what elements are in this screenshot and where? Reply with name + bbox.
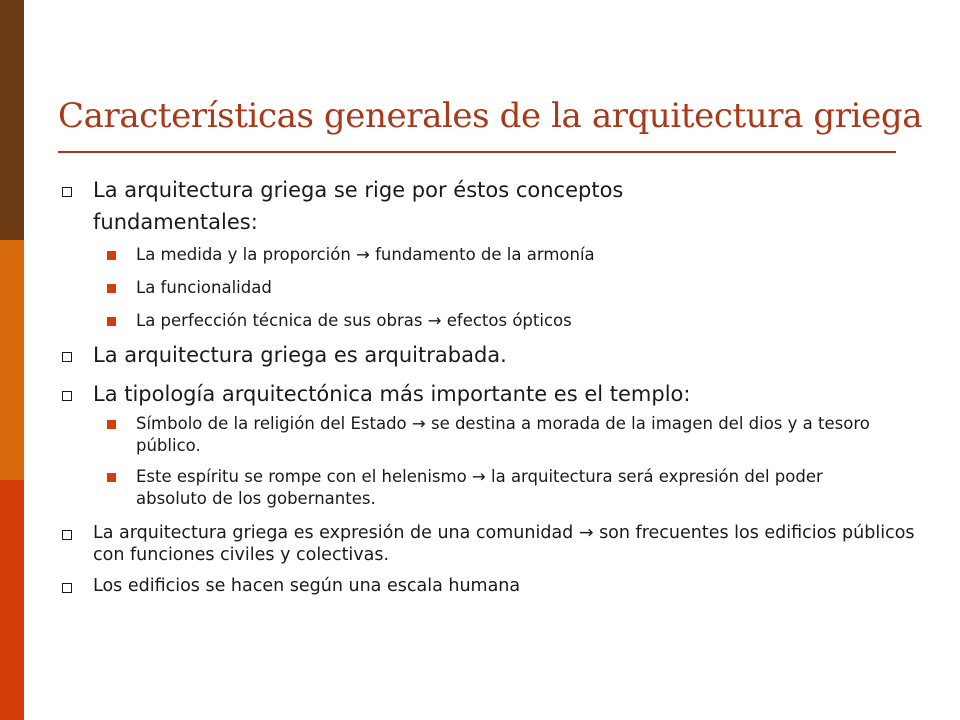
bullet-3 bbox=[62, 380, 922, 409]
bullet-text: La perfección técnica de sus obras → efectos ópticos bbox=[136, 311, 572, 330]
sub-bullet-1 bbox=[84, 244, 922, 266]
bullet-text: La medida y la proporción → fundamento de la armonía bbox=[136, 245, 595, 264]
bullet-4 bbox=[62, 522, 923, 566]
bullet-text: La arquitectura griega es expresión de una comunidad → son frecuentes los edificios públicos con funciones civiles y colectivas. bbox=[93, 523, 915, 565]
sub-bullet-4 bbox=[84, 413, 896, 457]
sub-bullet-2 bbox=[84, 277, 922, 299]
filled-square-bullet-icon bbox=[107, 284, 116, 293]
bullet-text: La arquitectura griega se rige por éstos conceptos fundamentales: bbox=[93, 178, 624, 234]
accent-bar-top bbox=[0, 0, 24, 240]
bullet-text: La tipología arquitectónica más importante es el templo: bbox=[93, 382, 691, 406]
sub-bullet-5 bbox=[84, 466, 896, 510]
accent-bar-bottom bbox=[0, 480, 24, 720]
filled-square-bullet-icon bbox=[107, 473, 116, 482]
bullet-text: La funcionalidad bbox=[136, 278, 272, 297]
accent-bar-middle bbox=[0, 240, 24, 480]
square-bullet-icon bbox=[62, 583, 72, 593]
bullet-2 bbox=[62, 341, 922, 370]
bullet-1 bbox=[62, 174, 793, 238]
bullet-text: Los edificios se hacen según una escala humana bbox=[93, 576, 521, 596]
filled-square-bullet-icon bbox=[107, 251, 116, 260]
square-bullet-icon bbox=[62, 352, 72, 362]
bullet-text: Símbolo de la religión del Estado → se destina a morada de la imagen del dios y a tesoro público. bbox=[136, 414, 870, 455]
slide-body bbox=[62, 174, 922, 597]
title-underline bbox=[58, 151, 896, 153]
square-bullet-icon bbox=[62, 530, 72, 540]
sub-bullet-3 bbox=[84, 310, 922, 332]
bullet-text: Este espíritu se rompe con el helenismo → la arquitectura será expresión del poder absoluto de los gobernantes. bbox=[136, 467, 823, 508]
square-bullet-icon bbox=[62, 187, 72, 197]
slide-title: Características generales de la arquitectura griega bbox=[58, 96, 923, 136]
bullet-text: La arquitectura griega es arquitrabada. bbox=[93, 343, 507, 367]
filled-square-bullet-icon bbox=[107, 317, 116, 326]
square-bullet-icon bbox=[62, 391, 72, 401]
bullet-5 bbox=[62, 575, 922, 597]
filled-square-bullet-icon bbox=[107, 420, 116, 429]
